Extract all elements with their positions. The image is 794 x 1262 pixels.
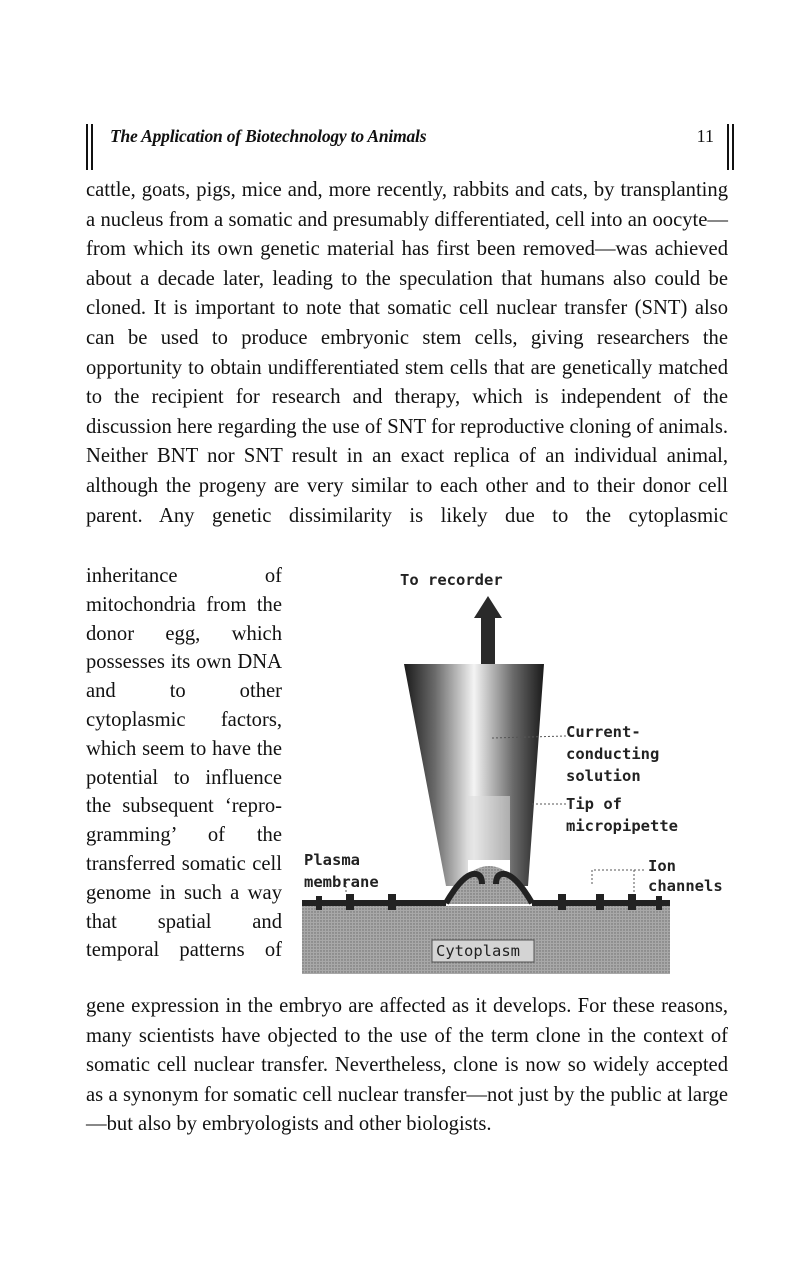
current-conducting-label-2: conducting	[566, 745, 660, 763]
body-paragraph-wrap: inheritance of mitochondria from the donor egg, which possesses its own DNA and to other cytoplasmic factors, which seem to have the potential to influence the subsequent ‘repro-gramming’ of the transferred somatic cell genome in such a way that spatial and temporal patterns of	[86, 565, 282, 962]
micropipette	[404, 664, 544, 886]
ion-channels-label-2: channels	[648, 877, 723, 895]
page-number: 11	[696, 126, 714, 146]
ion-channels-label-1: Ion	[648, 857, 676, 875]
header-rule-left	[86, 124, 93, 170]
running-header	[86, 124, 734, 170]
cytoplasm-label: Cytoplasm	[436, 942, 520, 960]
arrow-up-icon	[474, 596, 502, 668]
header-rule-right	[727, 124, 734, 170]
to-recorder-label: To recorder	[400, 571, 503, 589]
body-paragraph-3: gene expression in the embryo are affected as it develops. For these reasons, many scientists have objected to the use of the term clone in the context of somatic cell nuclear transfer. Nevertheless, clone is now so widely accepted as a synonym for somatic cell nuclear transfer—not just by the public at large—but also by embryologists and other biologists.	[86, 995, 728, 1136]
body-paragraph-1: cattle, goats, pigs, mice and, more recently, rabbits and cats, by transplanting a nucleus from a somatic and presumably differentiated, cell into an oocyte—from which its own genetic material has first been removed—was achieved about a decade later, leading to the speculation that humans also could be cloned. It is important to note that somatic cell nuclear transfer (SNT) also can be used to produce embryonic stem cells, giving researchers the opportunity to obtain undifferentiated stem cells that are genetically matched to the recipient for research and therapy, which is independent of the discussion here regarding the use of SNT for reproductive cloning of animals. Neither BNT nor SNT result in an exact replica of an individual animal, although the progeny are very similar to each other and to their donor cell parent. Any genetic dissimilarity is likely due to the cytoplasmic	[86, 179, 728, 527]
tip-of-micropipette-label-2: micropipette	[566, 817, 678, 835]
tip-of-micropipette-label-1: Tip of	[566, 795, 622, 813]
patch-clamp-diagram	[296, 566, 736, 986]
current-conducting-label-3: solution	[566, 767, 641, 785]
plasma-membrane-label-2: membrane	[304, 873, 379, 891]
patch-clamp-figure	[296, 566, 736, 986]
plasma-membrane-label-1: Plasma	[304, 851, 360, 869]
current-conducting-label-1: Current-	[566, 723, 641, 741]
running-title: The Application of Biotechnology to Animals	[110, 126, 427, 146]
